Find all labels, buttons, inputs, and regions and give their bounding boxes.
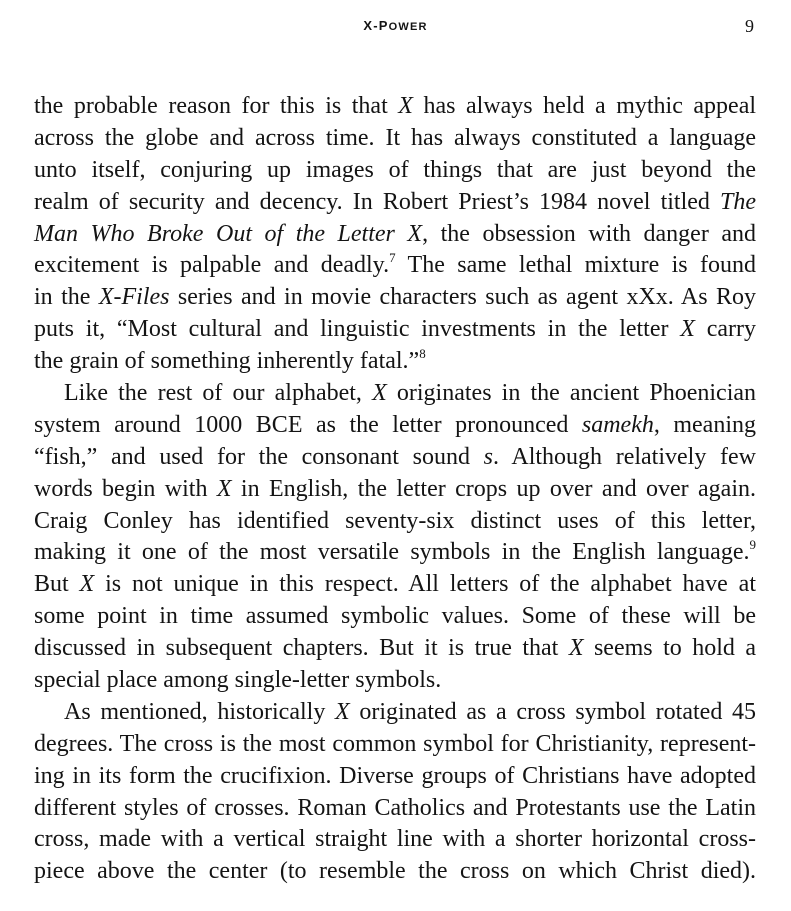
text-line: [34, 250, 756, 282]
italic-span: X-Files: [98, 284, 170, 311]
text-line: [34, 187, 756, 219]
text-line: [34, 442, 756, 474]
text-span: is not unique in this respect. All letters of the alphabet have at: [94, 571, 756, 598]
italic-span: X: [216, 475, 232, 502]
text-span: different styles of crosses. Roman Catholics and Protestants use the Latin: [34, 794, 756, 821]
italic-span: s: [483, 443, 494, 470]
italic-span: X: [79, 571, 95, 598]
text-span: “fish,” and used for the consonant sound: [34, 443, 484, 470]
text-line: [34, 155, 756, 187]
running-title-capital: X-P: [363, 18, 389, 33]
italic-span: X: [680, 316, 695, 343]
text-line: [34, 761, 756, 793]
text-line: [34, 665, 756, 697]
text-span: making it one of the most versatile symbols in the English language.: [34, 539, 750, 566]
text-span: series and in movie characters such as agent xXx. As Roy: [169, 284, 756, 311]
footnote-marker: 7: [389, 250, 396, 266]
text-line: [34, 569, 756, 601]
text-span: the probable reason for this is that: [34, 93, 399, 119]
text-span: carry: [694, 316, 756, 343]
text-span: piece above the center (to resemble the cross on which Christ died).: [34, 858, 756, 885]
text-span: seems to hold a: [583, 635, 756, 662]
text-span: Like the rest of our alphabet,: [64, 380, 373, 407]
text-span: originates in the ancient Phoenician: [386, 380, 757, 407]
text-line: [34, 697, 756, 729]
text-span: system around 1000 BCE as the letter pronounced: [34, 411, 582, 438]
italic-span: X: [335, 698, 350, 725]
page-number: 9: [745, 16, 754, 36]
running-head: [0, 18, 791, 42]
text-line: [34, 282, 756, 314]
text-line: [34, 123, 756, 155]
italic-span: X: [372, 380, 387, 407]
text-line: [34, 314, 756, 346]
running-title: [0, 18, 791, 33]
text-span: in English, the letter crops up over and over again.: [231, 475, 756, 502]
footnote-marker: 8: [419, 346, 426, 362]
text-line: [34, 410, 756, 442]
text-line: [34, 633, 756, 665]
text-span: , meaning: [653, 411, 756, 438]
text-line: [34, 91, 756, 123]
body-text: [34, 91, 756, 888]
text-span: The same lethal mixture is found: [395, 252, 756, 279]
text-span: realm of security and decency. In Robert Priest’s 1984 novel titled: [34, 188, 720, 215]
text-span: in the: [34, 284, 99, 311]
italic-span: X: [398, 93, 413, 119]
text-span: , the obsession with danger and: [422, 220, 756, 247]
italic-span: X: [568, 635, 584, 662]
text-span: special place among single-letter symbols.: [34, 667, 442, 694]
text-span: the grain of something inherently fatal.”: [34, 348, 420, 375]
text-line: [34, 506, 756, 538]
text-line: [34, 474, 756, 506]
text-span: excitement is palpable and deadly.: [34, 252, 390, 279]
italic-span: samekh: [581, 411, 654, 438]
text-span: some point in time assumed symbolic values. Some of these will be: [34, 603, 756, 630]
text-span: . Although relatively few: [493, 443, 756, 470]
text-span: ing in its form the crucifixion. Diverse groups of Christians have adopted: [34, 762, 756, 789]
text-span: But: [34, 571, 80, 598]
text-line: [34, 729, 756, 761]
text-span: originated as a cross symbol rotated 45: [349, 698, 756, 725]
text-span: words begin with: [34, 475, 217, 502]
italic-span: Man Who Broke Out of the Letter X: [34, 220, 423, 247]
italic-span: The: [720, 188, 756, 215]
footnote-marker: 9: [749, 537, 756, 553]
text-line: [34, 793, 756, 825]
text-line: [34, 537, 756, 569]
running-title-small-caps: OWER: [388, 21, 428, 33]
text-span: unto itself, conjuring up images of things that are just beyond the: [34, 156, 756, 183]
text-line: [34, 824, 756, 856]
text-span: puts it, “Most cultural and linguistic investments in the letter: [34, 316, 681, 343]
text-span: cross, made with a vertical straight line with a shorter horizontal cross-: [34, 826, 756, 853]
text-span: As mentioned, historically: [64, 698, 335, 725]
text-line: [34, 219, 756, 251]
text-line: [34, 601, 756, 633]
text-span: discussed in subsequent chapters. But it is true that: [34, 635, 569, 662]
text-span: Craig Conley has identified seventy-six distinct uses of this letter,: [34, 507, 756, 534]
text-line: [34, 378, 756, 410]
text-span: across the globe and across time. It has always constituted a language: [34, 124, 756, 151]
text-span: degrees. The cross is the most common symbol for Christianity, represent-: [34, 730, 756, 757]
text-line: [34, 346, 756, 378]
text-line: [34, 856, 756, 888]
text-span: has always held a mythic appeal: [412, 93, 757, 119]
